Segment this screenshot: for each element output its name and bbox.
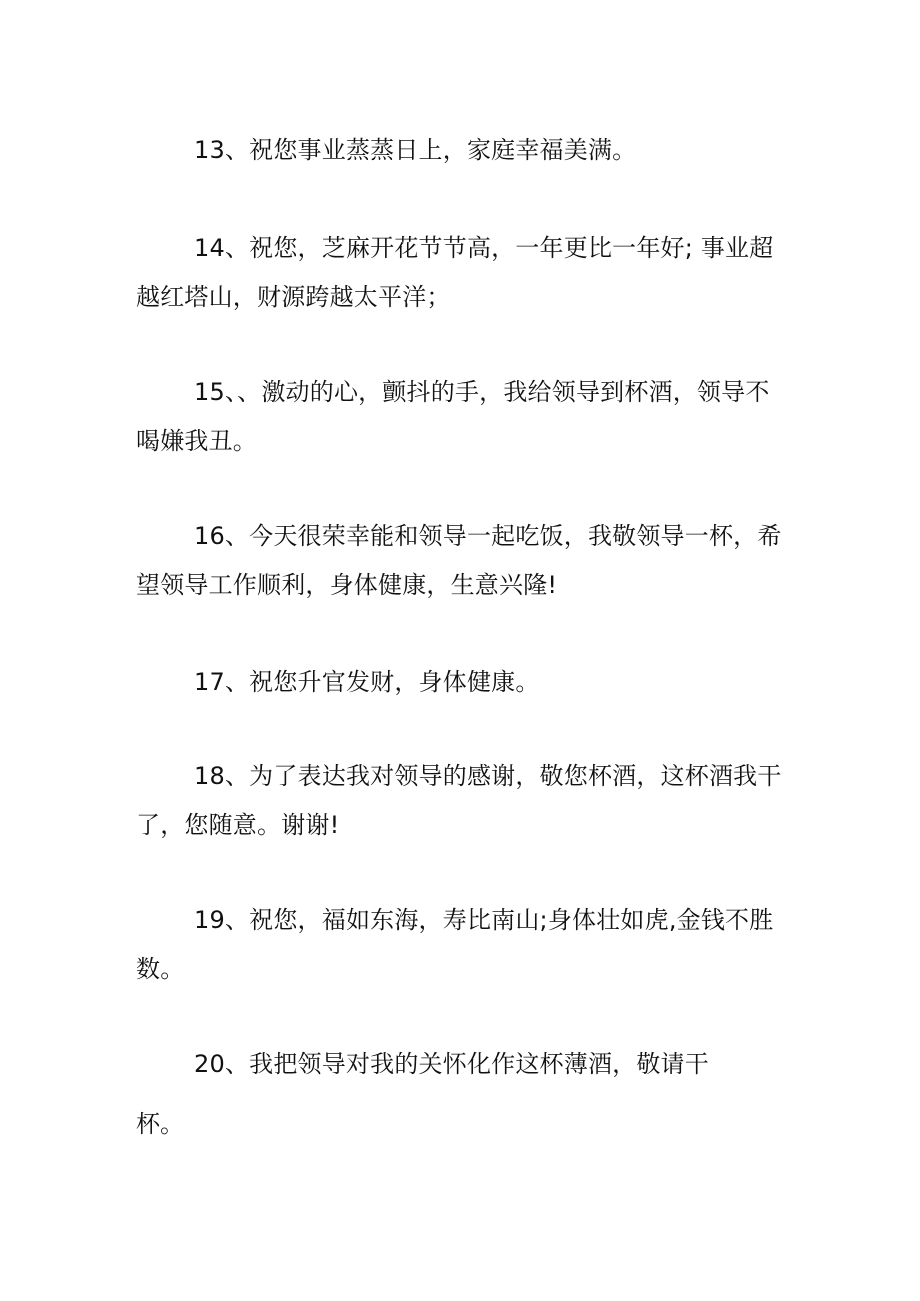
paragraph-19: 19、祝您，福如东海，寿比南山;身体壮如虎,金钱不胜数。 (136, 906, 774, 983)
paragraph-14: 14、祝您，芝麻开花节节高，一年更比一年好; 事业超越红塔山，财源跨越太平洋； (136, 234, 774, 311)
paragraph-20-line-2: 杯。 (136, 1110, 184, 1138)
paragraph-18: 18、为了表达我对领导的感谢，敬您杯酒，这杯酒我干了，您随意。谢谢! (136, 762, 782, 839)
paragraph-17: 17、祝您升官发财，身体健康。 (194, 668, 540, 696)
paragraph-13: 13、祝您事业蒸蒸日上，家庭幸福美满。 (194, 136, 637, 164)
paragraph-15: 15、、激动的心，颤抖的手，我给领导到杯酒，领导不喝嫌我丑。 (136, 378, 770, 455)
paragraph-16: 16、今天很荣幸能和领导一起吃饭，我敬领导一杯，希望领导工作顺利，身体健康，生意兴隆! (136, 522, 782, 599)
paragraph-20-line-1: 20、我把领导对我的关怀化作这杯薄酒，敬请干 (194, 1050, 709, 1078)
